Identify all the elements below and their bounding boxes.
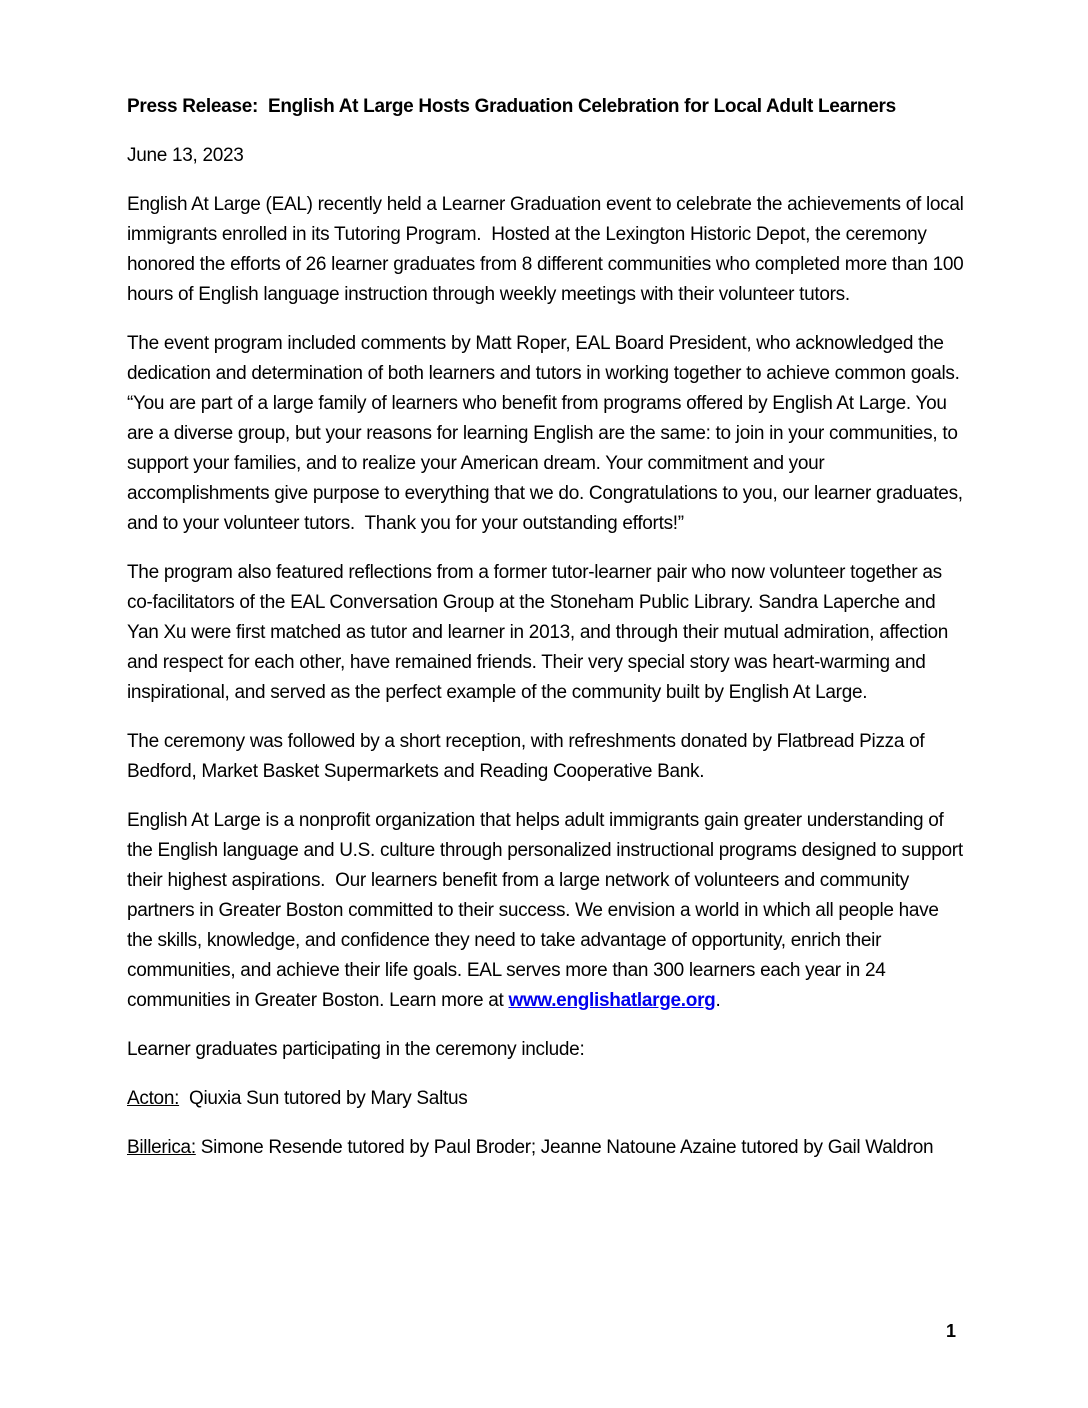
graduates-line-billerica xyxy=(127,1133,969,1163)
graduates-intro: Learner graduates participating in the ceremony include: xyxy=(127,1039,585,1060)
about-eal-closing-period: . xyxy=(715,990,721,1011)
graduates-line-acton xyxy=(127,1084,969,1114)
paragraph-board-president-remarks: The event program included comments by Matt Roper, EAL Board President, who acknowledged the dedication and determination of both learners and tutors in working together to achieve common goals. “You are part of a large family of learners who benefit from programs offered by English At Large. You are a diverse group, but your reasons for learning English are the same: to join in your communities, to support your families, and to realize your American dream. Your commitment and your accomplishments give purpose to everything that we do. Congratulations to you, our learner graduates, and to your volunteer tutors. Thank you for your outstanding efforts!” xyxy=(127,333,968,534)
press-release-title: Press Release: English At Large Hosts Graduation Celebration for Local Adult Learners xyxy=(127,96,896,117)
town-label-billerica: Billerica: xyxy=(127,1137,196,1158)
paragraph-tutor-learner-pair: The program also featured reflections from a former tutor-learner pair who now volunteer together as co-facilitators of the EAL Conversation Group at the Stoneham Public Library. Sandra Laperche and Yan Xu were first matched as tutor and learner in 2013, and through their mutual admiration, affection and respect for each other, have remained friends. Their very special story was heart-warming and inspirational, and served as the perfect example of the community built by English At Large. xyxy=(127,562,954,703)
page-number: 1 xyxy=(946,1321,957,1341)
graduates-billerica-names: Simone Resende tutored by Paul Broder; Jeanne Natoune Azaine tutored by Gail Waldron xyxy=(195,1137,934,1158)
paragraph-event-overview: English At Large (EAL) recently held a Learner Graduation event to celebrate the achievements of local immigrants enrolled in its Tutoring Program. Hosted at the Lexington Historic Depot, the ceremony honored the efforts of 26 learner graduates from 8 different communities who completed more than 100 hours of English language instruction through weekly meetings with their volunteer tutors. xyxy=(127,194,969,305)
paragraph-reception: The ceremony was followed by a short reception, with refreshments donated by Flatbread Pizza of Bedford, Market Basket Supermarkets and Reading Cooperative Bank. xyxy=(127,731,930,782)
eal-website-link[interactable]: www.englishatlarge.org xyxy=(508,990,716,1011)
press-release-body xyxy=(127,92,969,1182)
about-eal-text: English At Large is a nonprofit organization that helps adult immigrants gain greater understanding of the English language and U.S. culture through personalized instructional programs designed to support their highest aspirations. Our learners benefit from a large network of volunteers and community partners in Greater Boston committed to their success. We envision a world in which all people have the skills, knowledge, and confidence they need to take advantage of opportunity, enrich their communities, and achieve their life goals. EAL serves more than 300 learners each year in 24 communities in Greater Boston. Learn more at xyxy=(127,810,968,1011)
town-label-acton: Acton: xyxy=(127,1088,180,1109)
graduates-acton-names: Qiuxia Sun tutored by Mary Saltus xyxy=(179,1088,468,1109)
paragraph-about-eal xyxy=(127,806,969,1016)
press-release-date: June 13, 2023 xyxy=(127,145,244,166)
